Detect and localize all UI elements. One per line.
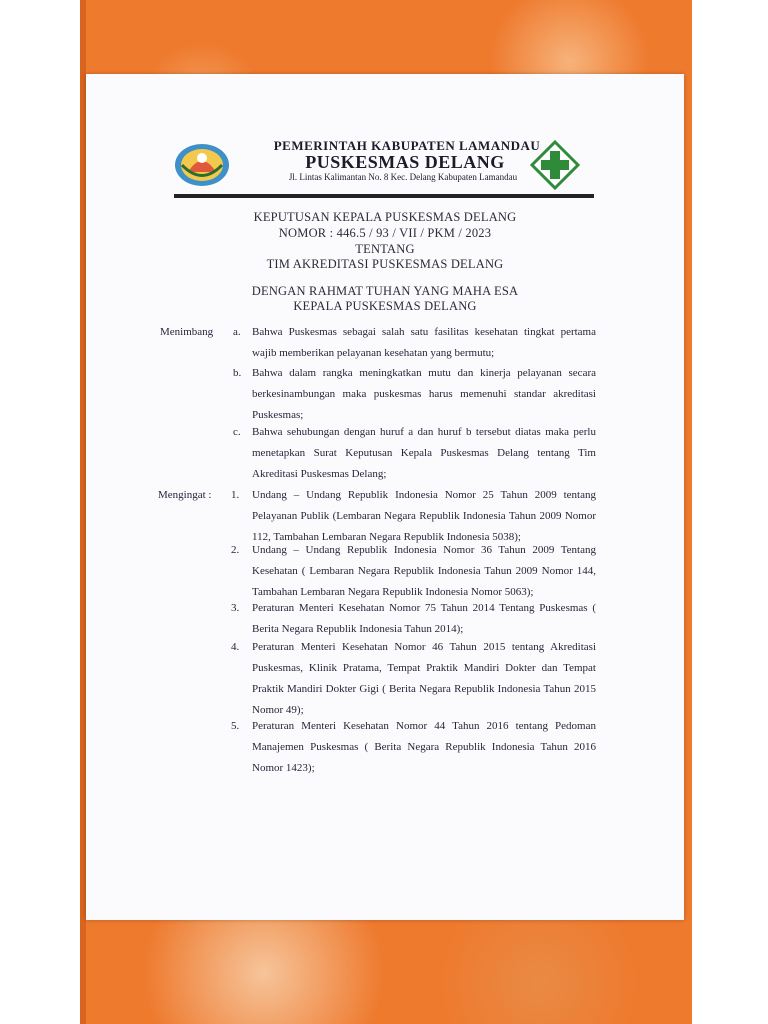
menimbang-item-c: Bahwa sehubungan dengan huruf a dan huruf b tersebut diatas maka perlu menetapkan Surat Keputusan Kepala Puskesmas Delang tentang Tim Akreditasi Puskesmas Delang; bbox=[252, 426, 596, 480]
menimbang-marker-a: a. bbox=[233, 326, 241, 338]
mengingat-marker-5: 5. bbox=[231, 720, 240, 732]
menimbang-marker-c: c. bbox=[233, 426, 241, 438]
decree-title: KEPUTUSAN KEPALA PUSKESMAS DELANG bbox=[253, 210, 517, 224]
mengingat-label: Mengingat : bbox=[158, 489, 212, 501]
header-address: Jl. Lintas Kalimantan No. 8 Kec. Delang Kabupaten Lamandau bbox=[288, 172, 518, 182]
mengingat-item-4: Peraturan Menteri Kesehatan Nomor 46 Tahun 2015 tentang Akreditasi Puskesmas, Klinik Pratama, Tempat Praktik Mandiri Dokter dan Tempat Praktik Mandiri Dokter Gigi ( Berita Negara Republik Indonesia Tahun 2015 Nomor 49); bbox=[252, 641, 596, 716]
mengingat-item-5: Peraturan Menteri Kesehatan Nomor 44 Tahun 2016 tentang Pedoman Manajemen Puskesmas ( Berita Negara Republik Indonesia Tahun 2016 Nomor 1423); bbox=[252, 720, 596, 774]
document-page bbox=[86, 74, 684, 920]
mengingat-item-2: Undang – Undang Republik Indonesia Nomor 36 Tahun 2009 Tentang Kesehatan ( Lembaran Negara Republik Indonesia Tahun 2009 Nomor 144, Tambahan Lembaran Negara Republik Indonesia Nomor 5063); bbox=[252, 544, 596, 598]
mengingat-marker-2: 2. bbox=[231, 544, 240, 556]
menimbang-label: Menimbang bbox=[160, 326, 214, 338]
decree-subject: TIM AKREDITASI PUSKESMAS DELANG bbox=[266, 257, 504, 271]
decree-issuer: KEPALA PUSKESMAS DELANG bbox=[293, 299, 477, 313]
decree-number: NOMOR : 446.5 / 93 / VII / PKM / 2023 bbox=[278, 226, 492, 240]
green-cross-icon bbox=[530, 140, 580, 190]
mengingat-item-1: Undang – Undang Republik Indonesia Nomor 25 Tahun 2009 tentang Pelayanan Publik (Lembaran Negara Republik Indonesia Tahun 2009 Nomor 112, Tambahan Lembaran Negara Republik Indonesia 5038); bbox=[252, 489, 596, 543]
decree-about: TENTANG bbox=[355, 242, 415, 256]
mengingat-marker-1: 1. bbox=[231, 489, 240, 501]
decree-opening: DENGAN RAHMAT TUHAN YANG MAHA ESA bbox=[251, 284, 519, 298]
mengingat-marker-3: 3. bbox=[231, 602, 240, 614]
menimbang-marker-b: b. bbox=[233, 367, 242, 379]
menimbang-item-a: Bahwa Puskesmas sebagai salah satu fasilitas kesehatan tingkat pertama wajib memberikan pelayanan kesehatan yang bermutu; bbox=[252, 326, 596, 359]
header-government-name: PEMERINTAH KABUPATEN LAMANDAU bbox=[273, 138, 541, 153]
header-puskesmas-name: PUSKESMAS DELANG bbox=[305, 152, 505, 172]
menimbang-item-b: Bahwa dalam rangka meningkatkan mutu dan kinerja pelayanan secara berkesinambungan maka puskesmas harus memenuhi standar akreditasi Puskesmas; bbox=[252, 367, 596, 421]
mengingat-item-3: Peraturan Menteri Kesehatan Nomor 75 Tahun 2014 Tentang Puskesmas ( Berita Negara Republik Indonesia Tahun 2014); bbox=[252, 602, 596, 635]
mengingat-marker-4: 4. bbox=[231, 641, 240, 653]
header-divider bbox=[174, 194, 594, 198]
